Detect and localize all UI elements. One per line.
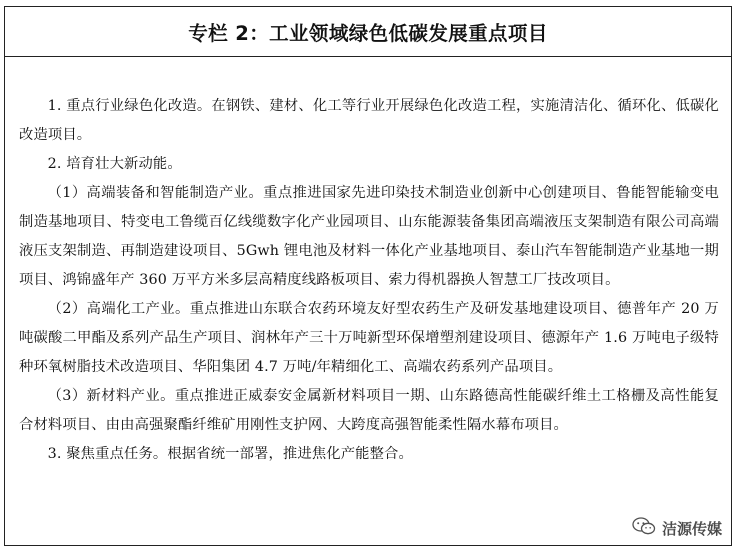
paragraph-4: （2）高端化工产业。重点推进山东联合农药环境友好型农药生产及研发基地建设项目、德普年产 20 万吨碳酸二甲酯及系列产品生产项目、润林年产三十万吨新型环保增塑剂建设项目、德源年产 1.6 万吨电子级特种环氧树脂技术改造项目、华阳集团 4.7 万吨/年精细化工、高端农药系列产品项目。	[19, 301, 719, 375]
column-body	[5, 57, 731, 469]
watermark-text: 洁源传媒	[661, 519, 722, 538]
paragraph-6: 3. 聚焦重点任务。根据省统一部署，推进焦化产能整合。	[47, 446, 413, 462]
watermark	[632, 517, 722, 539]
paragraph-5: （3）新材料产业。重点推进正威泰安金属新材料项目一期、山东路德高性能碳纤维土工格栅及高性能复合材料项目、由由高强聚酯纤维矿用刚性支护网、大跨度高强智能柔性隔水幕布项目。	[19, 388, 719, 433]
column-title: 专栏 2：工业领域绿色低碳发展重点项目	[188, 21, 548, 45]
paragraph-2: 2. 培育壮大新动能。	[47, 156, 182, 172]
title-row	[5, 7, 731, 57]
paragraph-3: （1）高端装备和智能制造产业。重点推进国家先进印染技术制造业创新中心创建项目、鲁能智能输变电制造基地项目、特变电工鲁缆百亿线缆数字化产业园项目、山东能源装备集团高端液压支架制造有限公司高端液压支架制造、再制造建设项目、5Gwh 锂电池及材料一体化产业基地项目、泰山汽车智能制造产业基地一期项目、鸿锦盛年产 360 万平方米多层高精度线路板项目、索力得机器换人智慧工厂技改项目。	[19, 185, 719, 288]
wechat-icon	[632, 517, 656, 539]
paragraph-1: 1. 重点行业绿色化改造。在钢铁、建材、化工等行业开展绿色化改造工程，实施清洁化、循环化、低碳化改造项目。	[19, 98, 719, 143]
column-box	[4, 6, 732, 546]
